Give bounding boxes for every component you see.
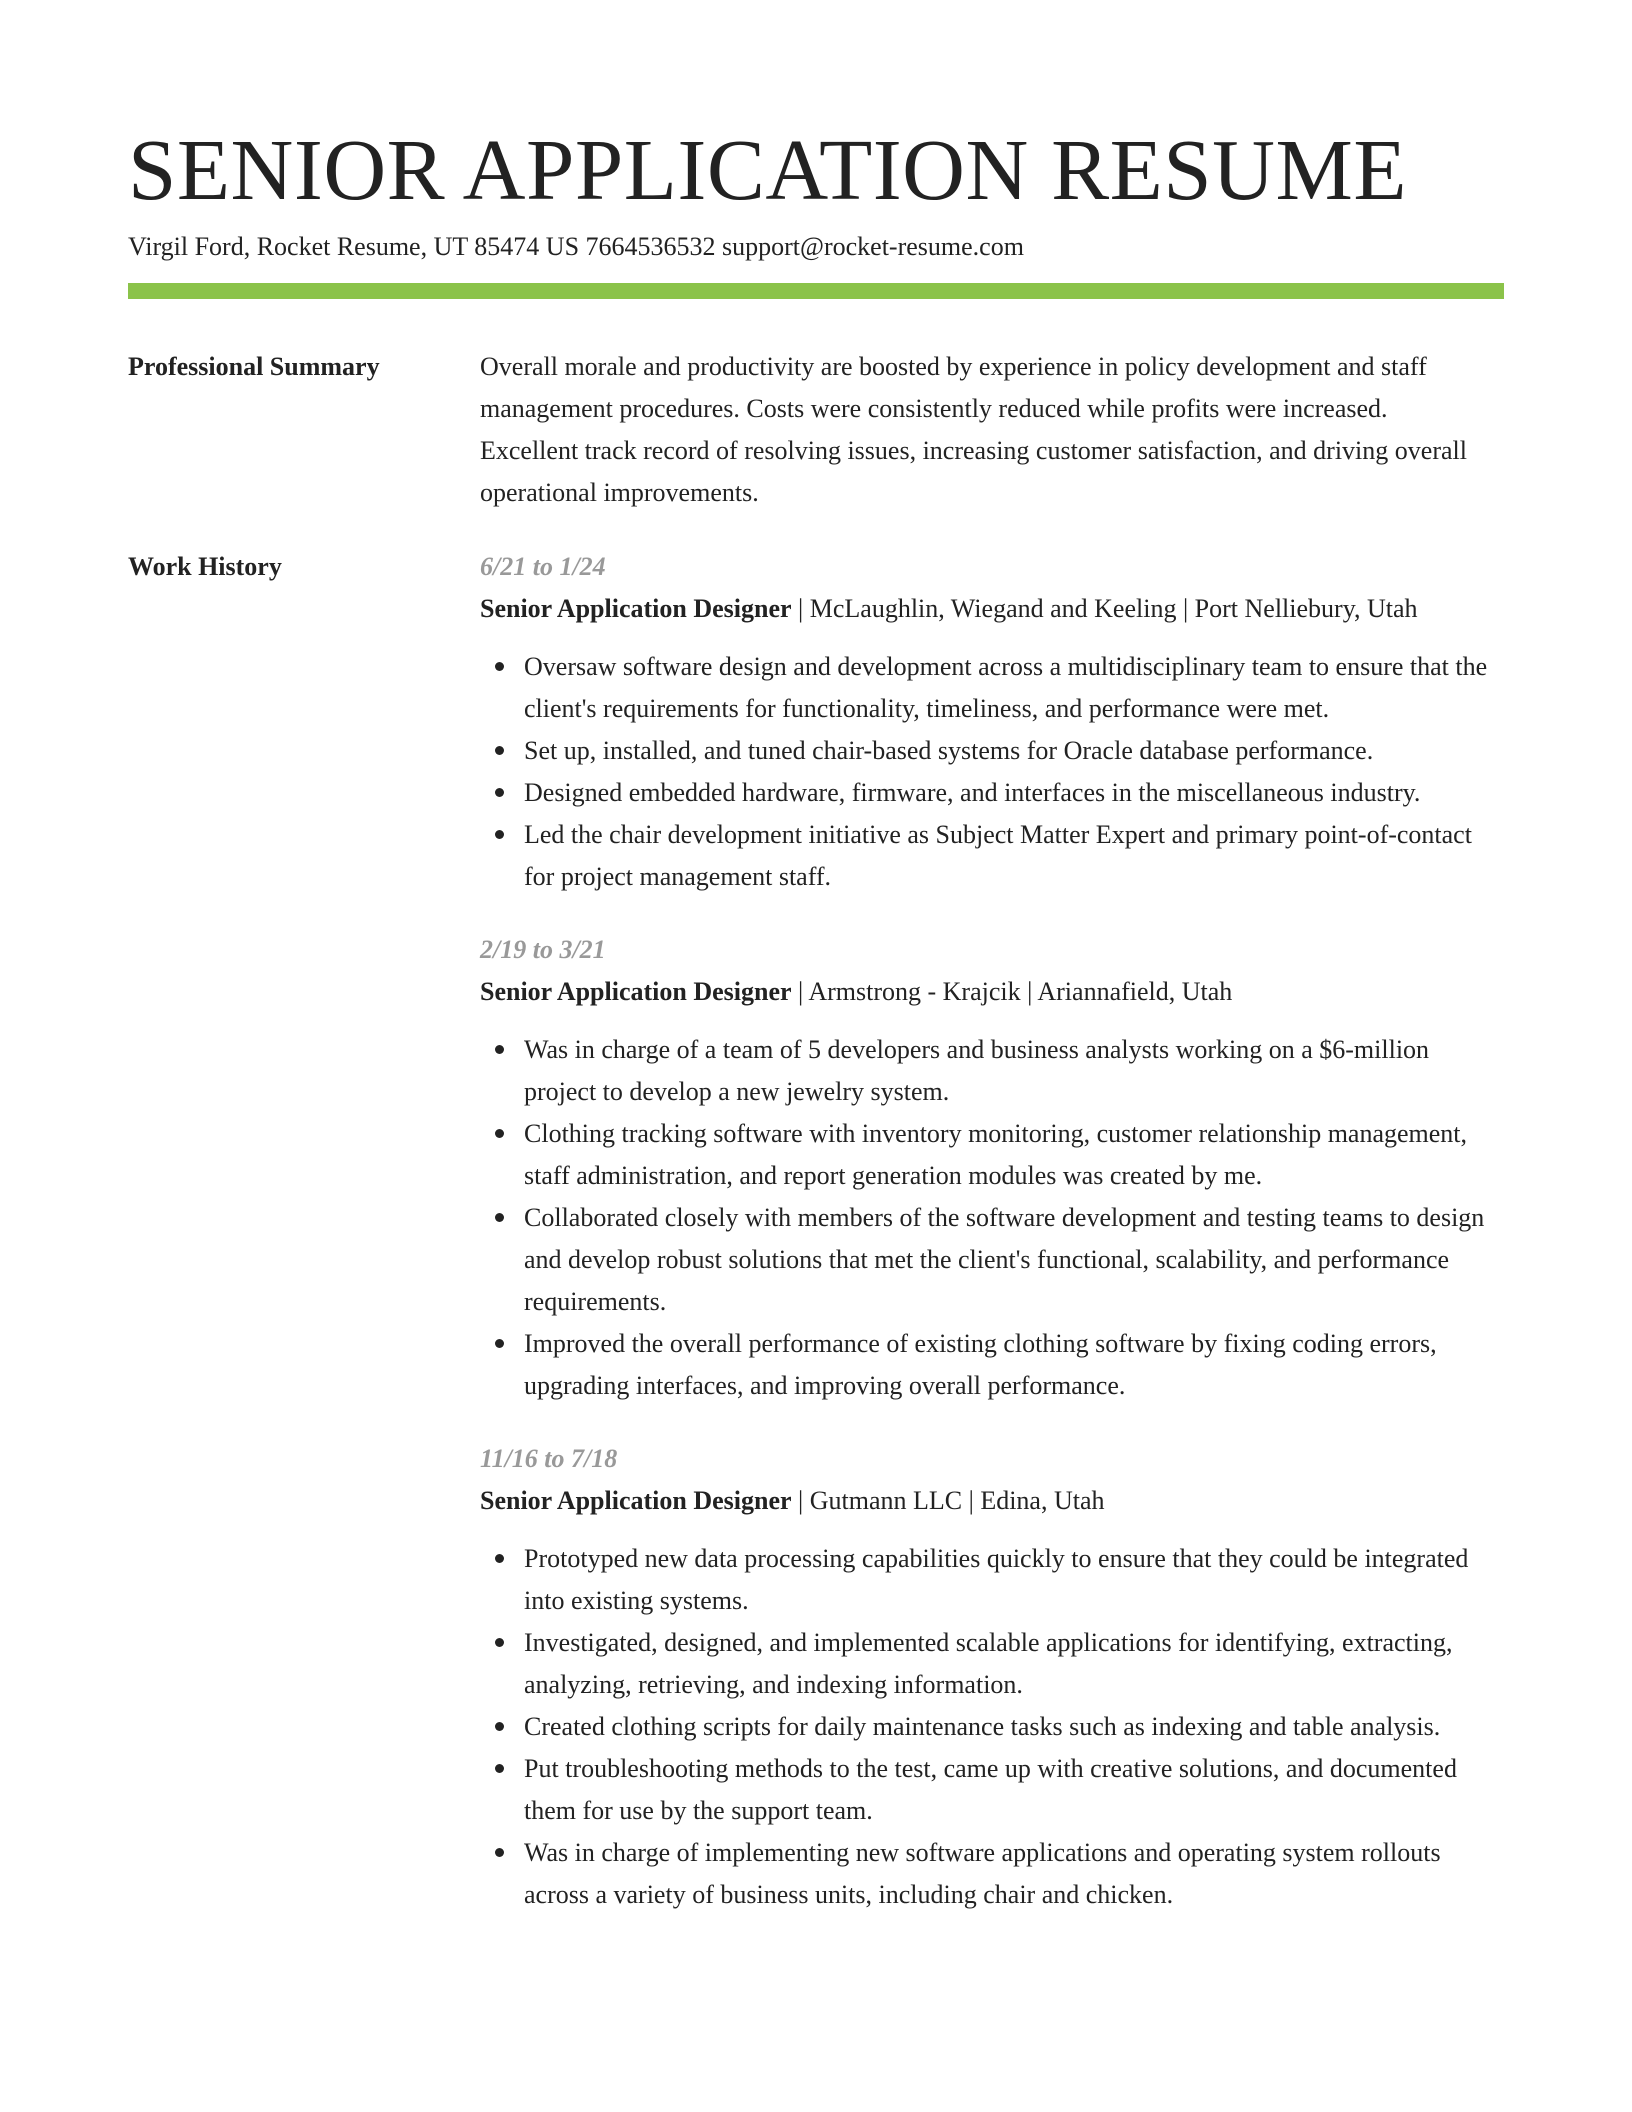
bullet-text: Was in charge of a team of 5 developers and business analysts working on a $6-million project to develop a new jewelry system. [524,1035,1430,1106]
bullet-icon [495,1045,504,1054]
bullet-text: Put troubleshooting methods to the test, came up with creative solutions, and documented them for use by the support team. [524,1754,1457,1825]
bullet-text: Created clothing scripts for daily maintenance tasks such as indexing and table analysis. [524,1712,1441,1741]
bullet-icon [495,1638,504,1647]
bullet-icon [495,1764,504,1773]
section-label: Work History [128,552,282,581]
bullet-icon [495,788,504,797]
section-body [480,346,1504,514]
contact-line: Virgil Ford, Rocket Resume, UT 85474 US 7664536532 support@rocket-resume.com [128,232,1024,261]
bullet-icon [495,1722,504,1731]
bullet-text: Improved the overall performance of existing clothing software by fixing coding errors, upgrading interfaces, and improving overall performance. [524,1329,1437,1400]
summary-text: Overall morale and productivity are boosted by experience in policy development and staff management procedures. Costs were consistently reduced while profits were increased. Excellent track record of resolving issues, increasing customer satisfaction, and driving overall operational improvements. [480,352,1467,507]
professional-summary-section [128,346,1504,514]
bullet-item [524,1323,1504,1407]
bullet-text: Prototyped new data processing capabilities quickly to ensure that they could be integrated into existing systems. [524,1544,1469,1615]
job-dates: 2/19 to 3/21 [480,935,606,964]
bullet-icon [495,830,504,839]
bullet-icon [495,1213,504,1222]
bullet-item [524,1832,1504,1916]
bullet-item [524,646,1504,730]
bullet-text: Was in charge of implementing new software applications and operating system rollouts across a variety of business units, including chair and chicken. [524,1838,1441,1909]
bullet-item [524,772,1504,814]
job-entry [480,929,1504,1407]
bullet-item [524,1748,1504,1832]
bullet-item [524,1706,1504,1748]
bullet-icon [495,746,504,755]
job-details: | Armstrong - Krajcik | Ariannafield, Utah [791,977,1233,1006]
job-heading [480,1480,1504,1522]
bullet-icon [495,1554,504,1563]
bullet-text: Clothing tracking software with inventory monitoring, customer relationship management, staff administration, and report generation modules was created by me. [524,1119,1468,1190]
bullet-item [524,814,1504,898]
bullet-text: Investigated, designed, and implemented scalable applications for identifying, extracting, analyzing, retrieving, and indexing information. [524,1628,1453,1699]
bullet-item [524,1538,1504,1622]
job-dates: 6/21 to 1/24 [480,552,606,581]
bullet-item [524,1622,1504,1706]
job-details: | Gutmann LLC | Edina, Utah [791,1486,1105,1515]
job-title: Senior Application Designer [480,977,792,1006]
job-title: Senior Application Designer [480,1486,792,1515]
bullet-icon [495,1129,504,1138]
bullet-item [524,1029,1504,1113]
bullet-text: Oversaw software design and development across a multidisciplinary team to ensure that the client's requirements for functionality, timeliness, and performance were met. [524,652,1488,723]
resume-title: SENIOR APPLICATION RESUME [128,121,1407,218]
section-label: Professional Summary [128,352,380,381]
job-heading [480,588,1504,630]
job-bullets [480,1538,1504,1916]
bullet-icon [495,1339,504,1348]
job-dates: 11/16 to 7/18 [480,1444,618,1473]
bullet-text: Designed embedded hardware, firmware, and interfaces in the miscellaneous industry. [524,778,1421,807]
job-entry [480,1438,1504,1916]
bullet-item [524,1113,1504,1197]
job-bullets [480,646,1504,898]
resume-page [128,120,1504,1947]
work-history-section [128,546,1504,1947]
job-title: Senior Application Designer [480,594,792,623]
bullet-text: Led the chair development initiative as Subject Matter Expert and primary point-of-contact for project management staff. [524,820,1472,891]
section-body [480,546,1504,1947]
job-heading [480,971,1504,1013]
job-details: | McLaughlin, Wiegand and Keeling | Port Nelliebury, Utah [791,594,1418,623]
job-entry [480,546,1504,898]
bullet-text: Set up, installed, and tuned chair-based systems for Oracle database performance. [524,736,1374,765]
job-bullets [480,1029,1504,1407]
bullet-item [524,730,1504,772]
bullet-icon [495,662,504,671]
bullet-text: Collaborated closely with members of the software development and testing teams to design and develop robust solutions that met the client's functional, scalability, and performance requirements. [524,1203,1485,1316]
bullet-icon [495,1848,504,1857]
header-divider [128,283,1504,299]
bullet-item [524,1197,1504,1323]
